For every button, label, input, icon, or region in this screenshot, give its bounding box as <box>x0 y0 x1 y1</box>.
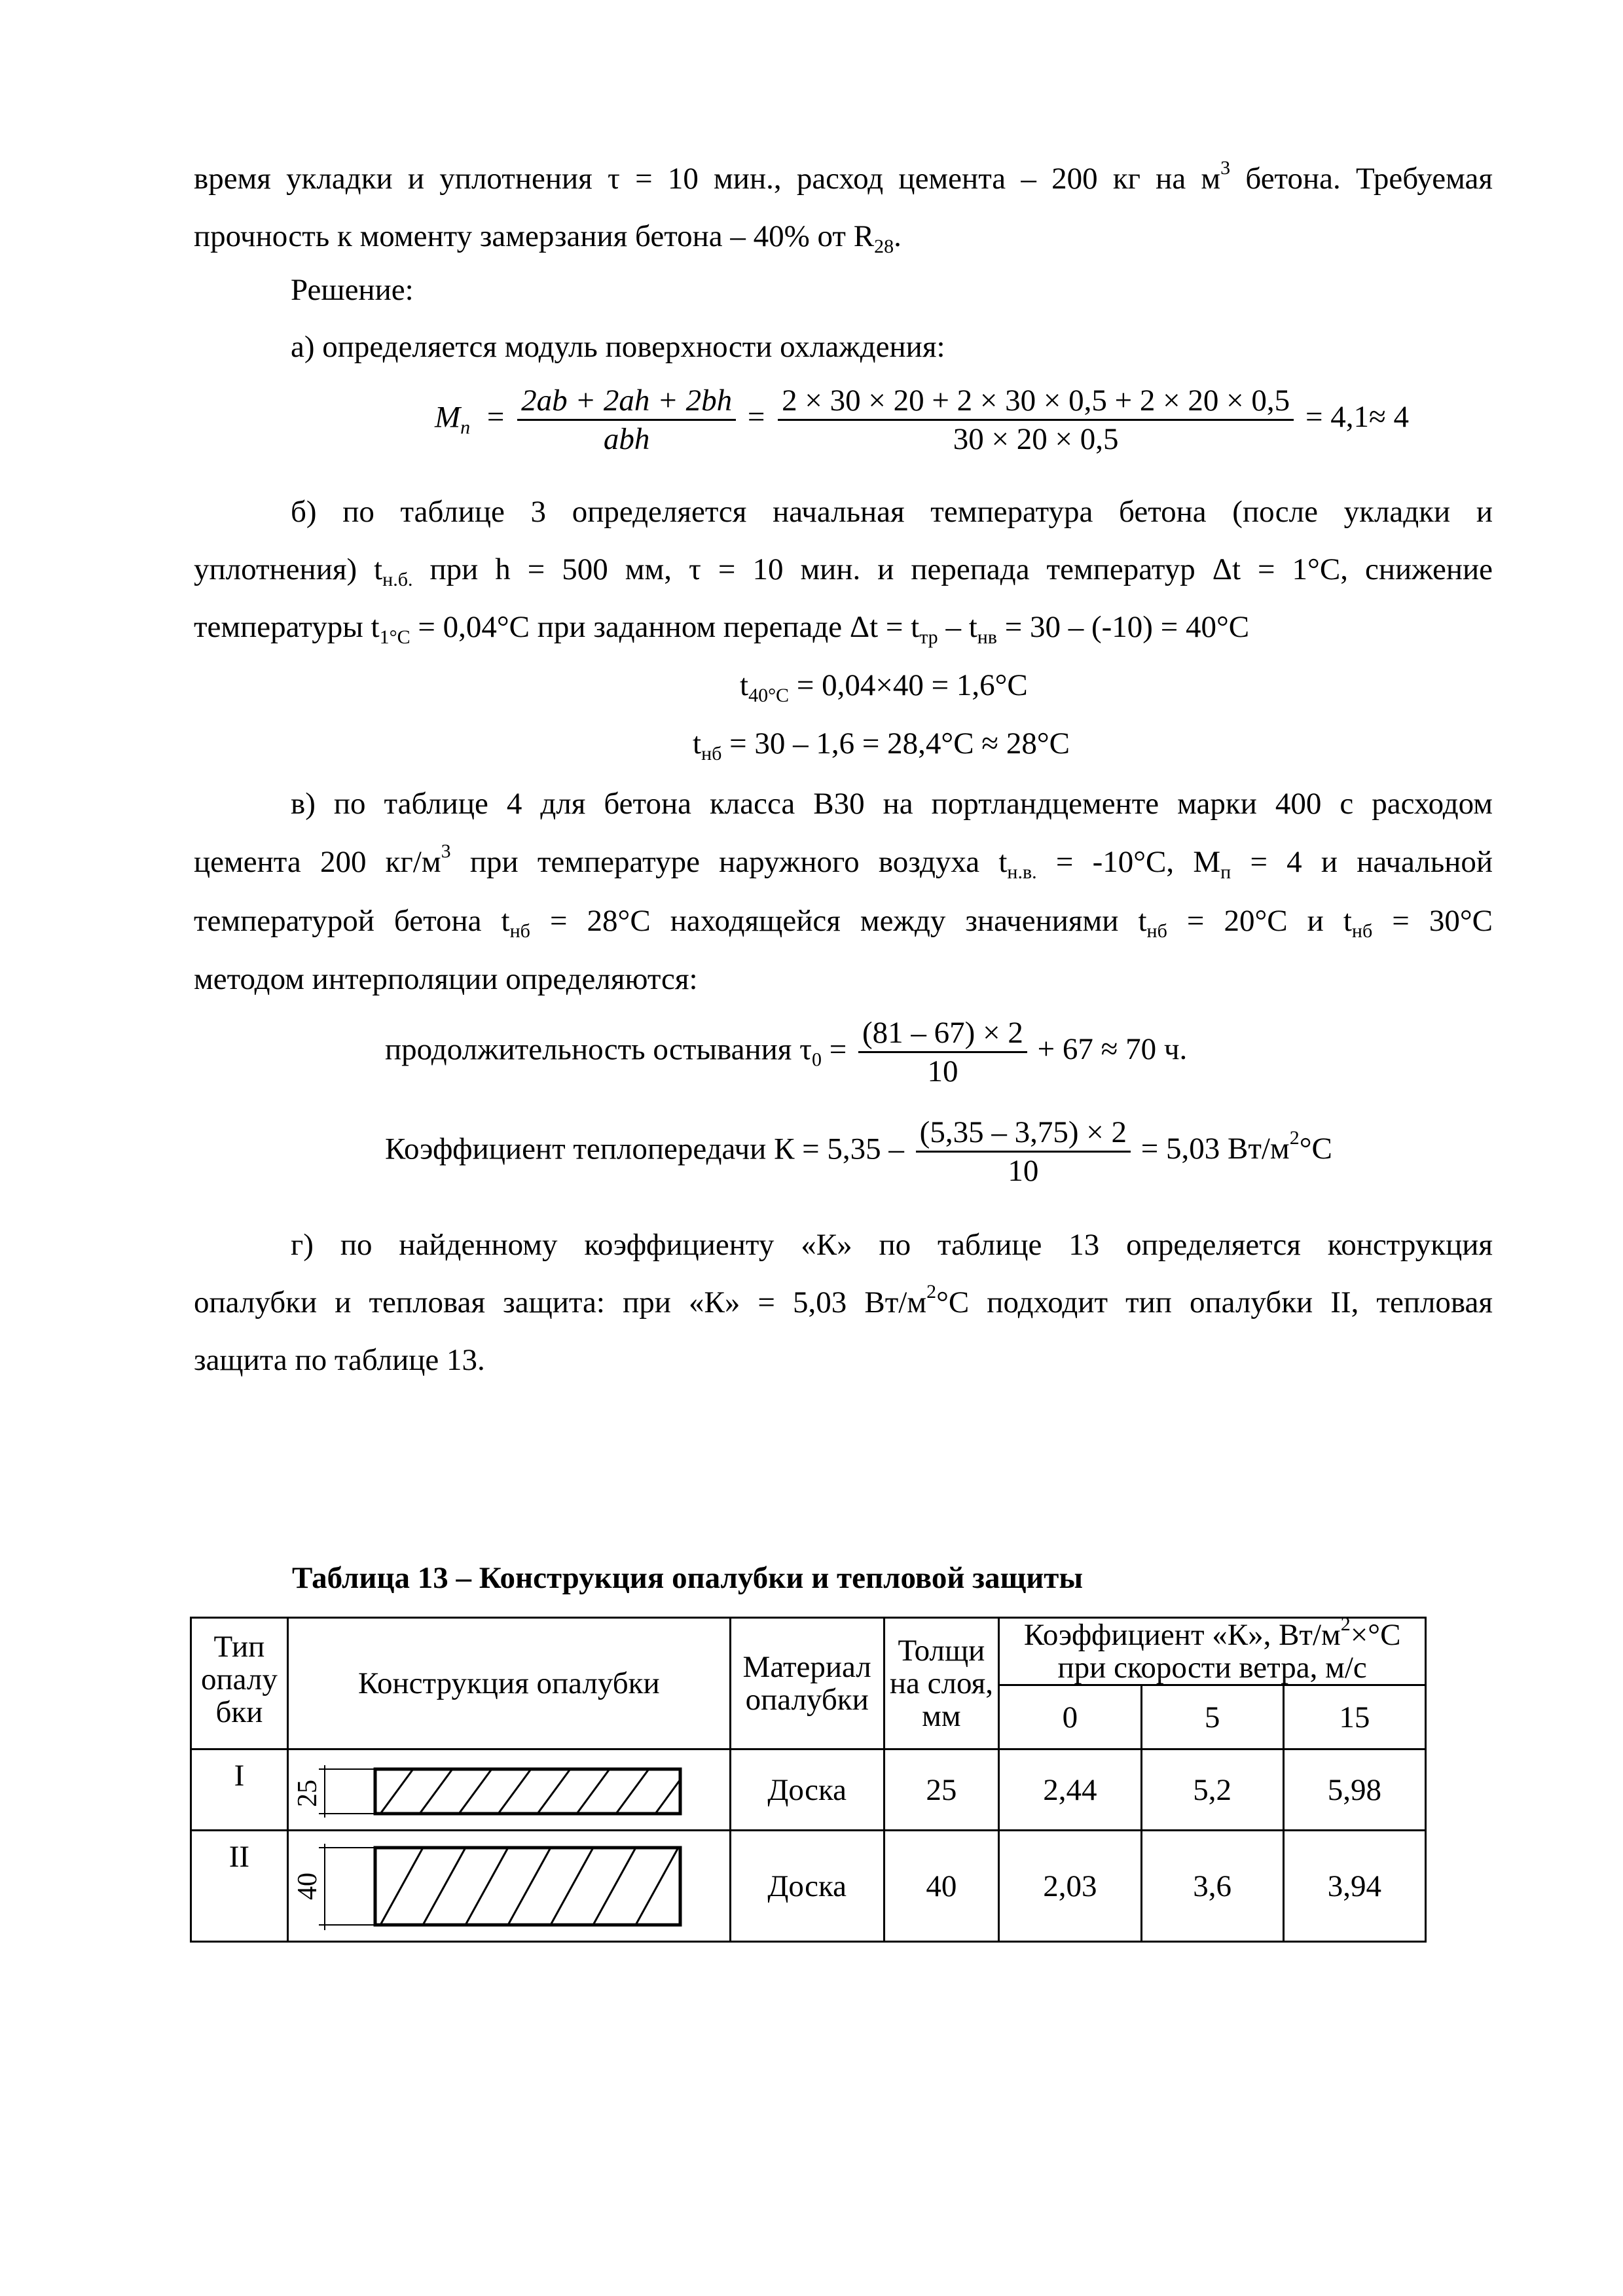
cell-k15: 5,98 <box>1283 1749 1425 1831</box>
formula-initial-temp: $t_{нб} = 30 - 1,6 = 28,4^\circ С \approx 28^\circ С$ <box>693 726 1070 764</box>
text-line: прочность к моменту замерзания бетона – 40% от $R_{28}$. <box>194 219 902 257</box>
text-line: температурой бетона $t_{нб} = 28^\circ С$ находящейся между значениями $t_{нб} = 20^\circ С$ и $t_{нб} = 30^\circ С$ <box>194 904 1493 942</box>
cell-thickness: 40 <box>884 1831 999 1942</box>
formula-temp-drop: $t_{40^\circ С} = 0,04\times 40 = 1,6^\circ С$ <box>740 668 1028 706</box>
formwork-table <box>190 1613 1427 1943</box>
cell-k0: 2,03 <box>999 1831 1141 1942</box>
cell-type: I <box>191 1749 288 1831</box>
formwork-section-diagram <box>289 1751 727 1829</box>
table-caption: Таблица 13 – Конструкция опалубки и тепловой защиты <box>292 1561 1084 1595</box>
text-line: Решение: <box>291 273 414 307</box>
text-line: а) определяется модуль поверхности охлаждения: <box>291 330 945 364</box>
header-coefficient: Коэффициент «К», $Вт/м^2\times^\circ С$ при скорости ветра, м/с <box>999 1618 1426 1685</box>
text-line: уплотнения) $t_{н.б.}$ при h = 500 мм, τ = 10 мин. и перепада температур Δt = 1°С, снижение <box>194 552 1493 590</box>
cell-formwork-diagram <box>287 1831 730 1942</box>
text-line: опалубки и тепловая защита: при «К» = 5,03 $Вт/м^2^\circ С$ подходит тип опалубки II, тепловая <box>194 1281 1493 1319</box>
header-material: Материал опалубки <box>730 1618 884 1749</box>
cell-k15: 3,94 <box>1283 1831 1425 1942</box>
cell-material: Доска <box>730 1831 884 1942</box>
text-line: б) по таблице 3 определяется начальная температура бетона (после укладки и <box>291 495 1493 529</box>
cell-formwork-diagram <box>287 1749 730 1831</box>
header-wind-5: 5 <box>1141 1685 1283 1749</box>
text-line: методом интерполяции определяются: <box>194 962 698 996</box>
text-line: г) по найденному коэффициенту «К» по таблице 13 определяется конструкция <box>291 1228 1493 1262</box>
text-line: время укладки и уплотнения τ = 10 мин., расход цемента – 200 кг на $м^3$ бетона. Требуемая <box>194 157 1493 196</box>
formwork-section-diagram <box>289 1832 727 1941</box>
header-construction: Конструкция опалубки <box>287 1618 730 1749</box>
dimension-label: 40 <box>292 1872 323 1900</box>
text-line: цемента 200 $кг/м^3$ при температуре наружного воздуха $t_{н.в.} = -10^\circ С$, $М_п = 4$ и начальной <box>194 840 1493 883</box>
dimension-label: 25 <box>292 1779 323 1807</box>
header-wind-15: 15 <box>1283 1685 1425 1749</box>
formula-cooling-time: продолжительность остывания $\tau_0$ = $\frac{(81 - 67) \times 2}{10}$ + 67 ≈ 70 ч. <box>385 1016 1188 1088</box>
text-line: в) по таблице 4 для бетона класса В30 на портландцементе марки 400 с расходом <box>291 787 1493 821</box>
cell-thickness: 25 <box>884 1749 999 1831</box>
cell-material: Доска <box>730 1749 884 1831</box>
cell-type: II <box>191 1831 288 1942</box>
cell-k5: 5,2 <box>1141 1749 1283 1831</box>
text-line: температуры $t_{1^\circ С} = 0,04^\circ С$ при заданном перепаде $\Delta t = t_{тр} - t_{нв} = 30 - (-10) = 40^\circ С$ <box>194 610 1250 648</box>
header-thickness: Толщи на слоя, мм <box>884 1618 999 1749</box>
formula-surface-modulus: $M_п$ = $\frac{2ab + 2ah + 2bh}{\text{abh}}$ = $\frac{2 \times 30 \times 20 + 2 \times 30 \times 0,5 + 2 \times 20 \times 0,5}{30 \times 20 \times 0,5}$ = 4,1≈ 4 <box>435 384 1409 456</box>
table-row <box>191 1831 1426 1942</box>
text-line: защита по таблице 13. <box>194 1343 485 1377</box>
table-row <box>191 1749 1426 1831</box>
cell-k0: 2,44 <box>999 1749 1141 1831</box>
header-wind-0: 0 <box>999 1685 1141 1749</box>
formula-heat-transfer: Коэффициент теплопередачи К = 5,35 – $\frac{(5,35 - 3,75) \times 2}{10}$ = 5,03 $Вт/м^2^\circ С$ <box>385 1115 1332 1188</box>
header-type: Тип опалу бки <box>191 1618 288 1749</box>
cell-k5: 3,6 <box>1141 1831 1283 1942</box>
